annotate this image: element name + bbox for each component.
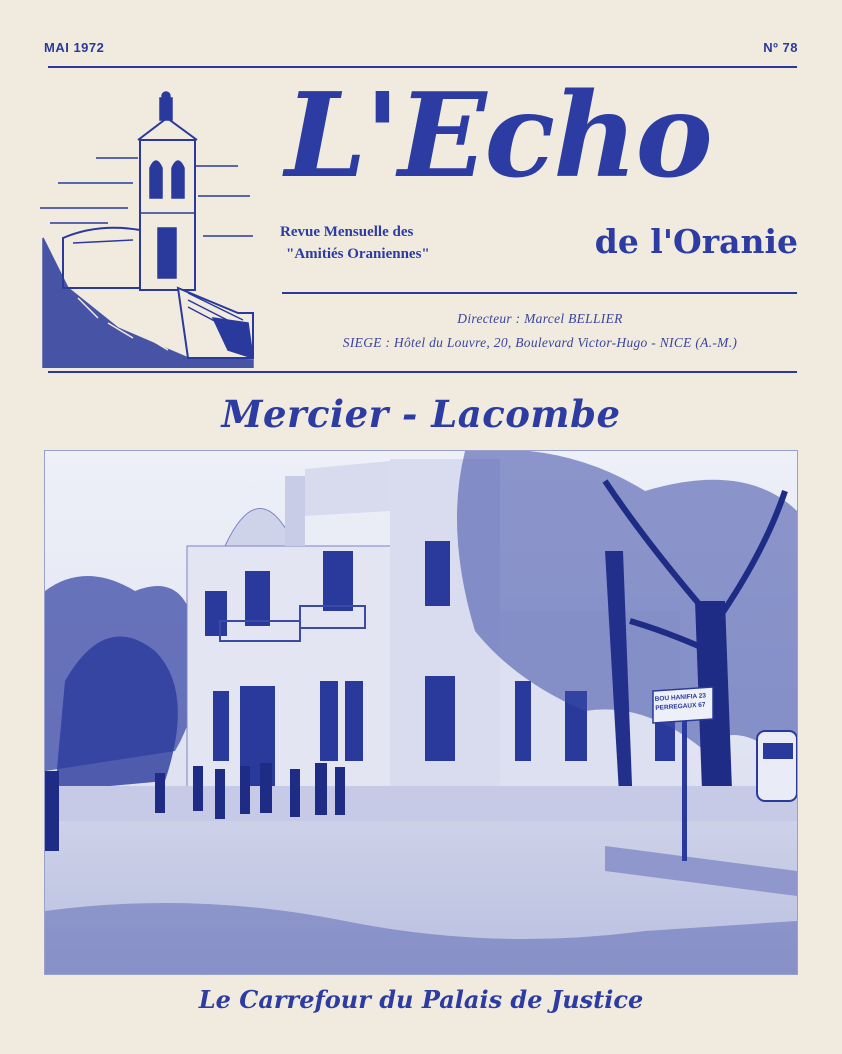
road-sign <box>654 691 711 713</box>
masthead-subtitle: de l'Oranie <box>594 222 798 261</box>
street-photo <box>44 450 798 975</box>
road-sign-line2: PERREGAUX 67 <box>655 701 706 713</box>
tagline-line1: Revue Mensuelle des <box>280 224 414 240</box>
section-rule <box>48 371 797 373</box>
headquarters-line: SIEGE : Hôtel du Louvre, 20, Boulevard Victor-Hugo - NICE (A.-M.) <box>342 335 738 350</box>
director-line: Directeur : Marcel BELLIER <box>457 311 623 326</box>
road-sign-line1: BOU HANIFIA 23 <box>654 692 707 703</box>
tower-illustration <box>38 88 260 368</box>
article-title: Mercier - Lacombe <box>221 392 621 436</box>
masthead-title: L'Echo <box>285 68 711 204</box>
photo-caption: Le Carrefour du Palais de Justice <box>198 985 644 1014</box>
tagline <box>280 222 430 266</box>
issue-date: MAI 1972 <box>44 40 105 55</box>
tagline-line2: "Amitiés Oraniennes" <box>286 245 430 262</box>
issue-number: Nº 78 <box>763 40 798 55</box>
masthead-rule <box>282 292 797 294</box>
